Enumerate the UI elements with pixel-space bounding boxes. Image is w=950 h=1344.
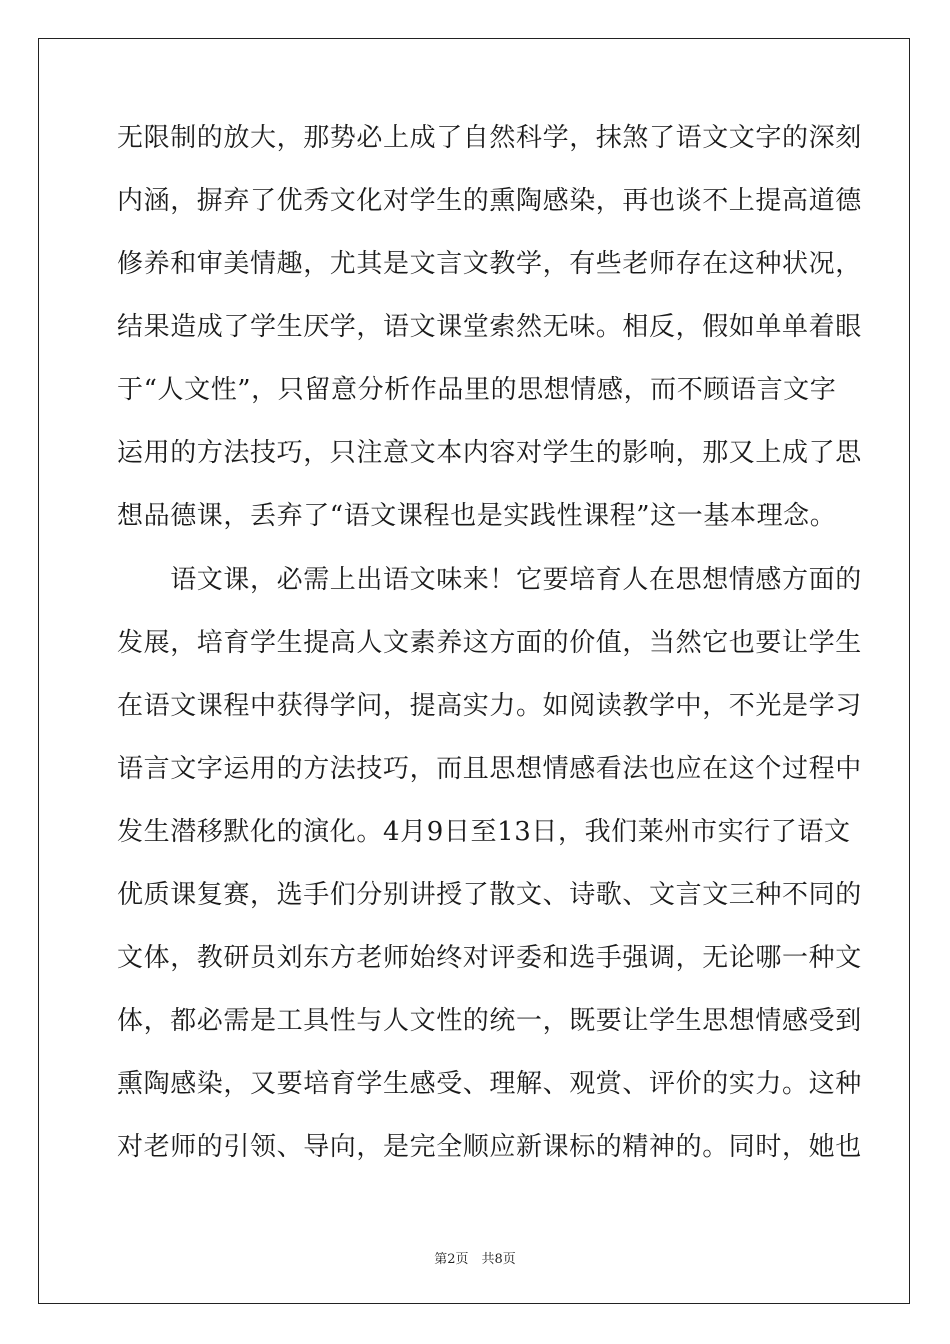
text-line: 想品德课，丢弃了“语文课程也是实践性课程”这一基本理念。 <box>117 501 837 531</box>
text-line: 结果造成了学生厌学，语文课堂索然无味。相反，假如单单着眼 <box>117 312 862 342</box>
text-line: 内涵，摒弃了优秀文化对学生的熏陶感染，再也谈不上提高道德 <box>117 186 862 216</box>
text-line: 在语文课程中获得学问，提高实力。如阅读教学中，不光是学习 <box>117 691 862 721</box>
text-line: 熏陶感染，又要培育学生感受、理解、观赏、评价的实力。这种 <box>117 1069 862 1099</box>
page-number: 第2页 共8页 <box>434 1252 516 1267</box>
text-line: 发生潜移默化的演化。4月9日至13日，我们莱州市实行了语文 <box>117 817 851 847</box>
text-line: 运用的方法技巧，只注意文本内容对学生的影响，那又上成了思 <box>117 438 862 468</box>
text-line: 语文课，必需上出语文味来！它要培育人在思想情感方面的 <box>117 565 862 595</box>
text-line: 于“人文性”，只留意分析作品里的思想情感，而不顾语言文字 <box>117 375 837 405</box>
text-line: 优质课复赛，选手们分别讲授了散文、诗歌、文言文三种不同的 <box>117 880 862 910</box>
text-line: 修养和审美情趣，尤其是文言文教学，有些老师存在这种状况， <box>117 249 862 279</box>
text-line: 体，都必需是工具性与人文性的统一，既要让学生思想情感受到 <box>117 1006 862 1036</box>
text-line: 无限制的放大，那势必上成了自然科学，抹煞了语文文字的深刻 <box>117 123 862 153</box>
page-border <box>38 38 910 1304</box>
text-line: 发展，培育学生提高人文素养这方面的价值，当然它也要让学生 <box>117 628 862 658</box>
text-line: 语言文字运用的方法技巧，而且思想情感看法也应在这个过程中 <box>117 754 862 784</box>
text-line: 对老师的引领、导向，是完全顺应新课标的精神的。同时，她也 <box>117 1132 862 1162</box>
text-line: 文体，教研员刘东方老师始终对评委和选手强调，无论哪一种文 <box>117 943 862 973</box>
